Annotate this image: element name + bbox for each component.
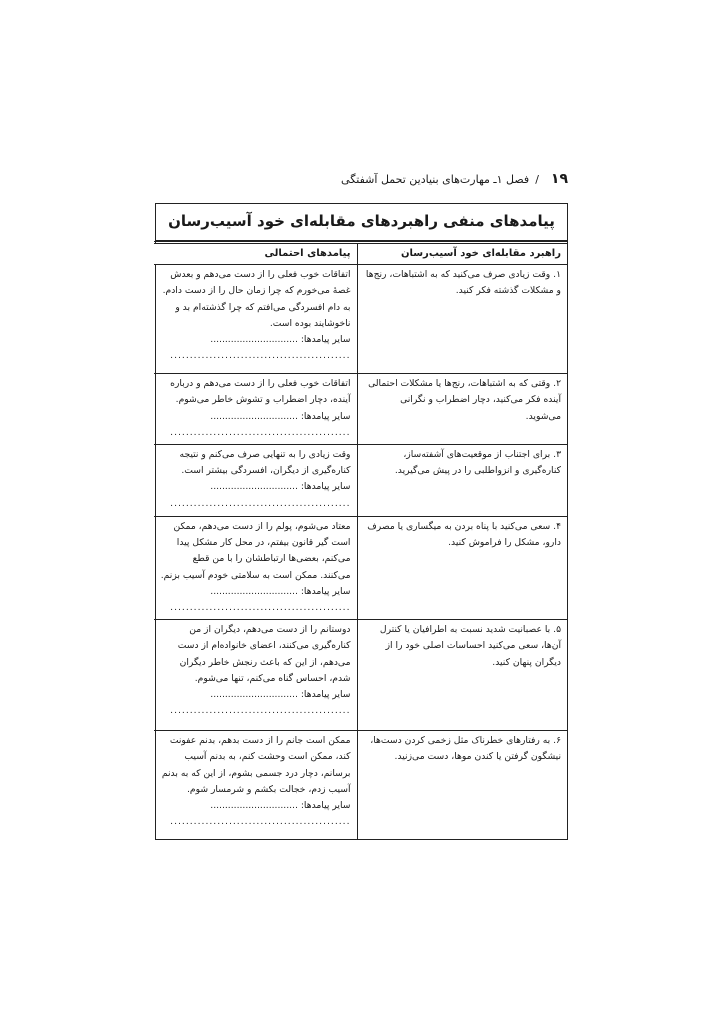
header-consequence: پیامدهای احتمالی: [154, 243, 357, 265]
strategy-text: ۶. به رفتارهای خطرناک مثل زخمی کردن دست‌ها، نیشگون گرفتن یا کندن موها، دست می‌زنید.: [370, 735, 561, 763]
fill-in-dots: ..............................................: [170, 816, 351, 828]
consequence-text: ممکن است جانم را از دست بدهم، بدنم عفونت کند، ممکن است وحشت کنم، به بدنم آسیب برسانم، دچار درد جسمی بشوم، از این که به بدنم آسیب زدم، خجالت بکشم و شرمسار شوم.: [161, 735, 351, 795]
strategy-cell: [357, 445, 567, 517]
header-strategy: راهبرد مقابله‌ای خود آسیب‌رسان: [357, 243, 567, 265]
strategy-cell: [357, 374, 567, 445]
consequence-text: دوستانم را از دست می‌دهم، دیگران از من کناره‌گیری می‌کنند، اعضای خانواده‌ام از دست می‌دهم، از این که باعث رنجش خاطر دیگران شدم، احساس گناه می‌کنم، تنها می‌شوم.: [177, 624, 351, 684]
fill-in-dots: ..............................................: [170, 705, 351, 717]
table-row: [154, 265, 567, 374]
fill-in-dots: ..............................................: [170, 426, 351, 438]
consequence-cell: [154, 731, 357, 840]
strategy-text: ۱. وقت زیادی صرف می‌کنید که به اشتباهات، رنج‌ها و مشکلات گذشته فکر کنید.: [365, 269, 561, 297]
strategy-cell: [357, 731, 567, 840]
other-consequences-line: [160, 687, 351, 703]
other-consequences-label: سایر پیامدها:: [300, 585, 351, 597]
chapter-title: فصل ۱ـ مهارت‌های بنیادین تحمل آشفتگی: [341, 173, 530, 186]
other-consequences-label: سایر پیامدها:: [300, 481, 351, 493]
header-separator: /: [535, 173, 539, 186]
consequence-cell: [154, 620, 357, 731]
fill-in-dots: ..............................................: [170, 497, 351, 509]
fill-in-dots: ..............................................: [170, 602, 351, 614]
consequence-cell: [154, 517, 357, 620]
table-row: [154, 517, 567, 620]
strategy-cell: [357, 620, 567, 731]
other-consequences-line: [160, 332, 351, 348]
page-number: ۱۹: [550, 171, 568, 187]
consequence-text: معتاد می‌شوم، پولم را از دست می‌دهم، ممکن است گیر قانون بیفتم، در محل کار مشکل پیدا می‌کنم، بعضی‌ها ارتباطشان را با من قطع می‌کنند. ممکن است به سلامتی خودم آسیب بزنم.: [160, 521, 351, 581]
table-title: پیامدهای منفی راهبردهای مقابله‌ای خود آسیب‌رسان: [156, 204, 567, 241]
strategy-cell: [357, 265, 567, 374]
fill-in-dots: ..............................................: [170, 350, 351, 362]
other-consequences-label: سایر پیامدها:: [300, 689, 351, 701]
other-consequences-line: [160, 479, 351, 495]
strategy-cell: [357, 517, 567, 620]
consequence-text: وقت زیادی را به تنهایی صرف می‌کنم و نتیجه کناره‌گیری از دیگران، افسردگی بیشتر است.: [179, 449, 351, 477]
fill-in-dots: ..............................: [210, 689, 298, 701]
consequence-text: اتفاقات خوب فعلی را از دست می‌دهم و بعدش غصهٔ می‌خورم که چرا زمان حال را از دست دادم. به دام افسردگی می‌افتم که چرا گذشته‌ام بد و ناخوشایند بوده است.: [162, 269, 351, 329]
table-row: [154, 731, 567, 840]
other-consequences-line: [160, 409, 351, 425]
strategies-table-frame: [155, 203, 568, 840]
table-row: [154, 374, 567, 445]
strategy-text: ۵. با عصبانیت شدید نسبت به اطرافیان یا کنترل آن‌ها، سعی می‌کنید احساسات اصلی خود را از دیگران پنهان کنید.: [379, 624, 561, 668]
table-header-row: [154, 243, 567, 265]
other-consequences-label: سایر پیامدها:: [300, 334, 351, 346]
fill-in-dots: ..............................: [210, 585, 298, 597]
consequence-cell: [154, 445, 357, 517]
fill-in-dots: ..............................: [210, 410, 298, 422]
table-row: [154, 620, 567, 731]
consequence-cell: [154, 374, 357, 445]
fill-in-dots: ..............................: [210, 481, 298, 493]
consequence-text: اتفاقات خوب فعلی را از دست می‌دهم و درباره آینده، دچار اضطراب و تشوش خاطر می‌شوم.: [170, 378, 351, 406]
other-consequences-line: [160, 584, 351, 600]
consequence-cell: [154, 265, 357, 374]
strategy-text: ۲. وقتی که به اشتباهات، رنج‌ها یا مشکلات احتمالی آینده فکر می‌کنید، دچار اضطراب و نگرانی می‌شوید.: [368, 378, 561, 422]
fill-in-dots: ..............................: [210, 800, 298, 812]
other-consequences-label: سایر پیامدها:: [300, 410, 351, 422]
table-row: [154, 445, 567, 517]
other-consequences-label: سایر پیامدها:: [300, 800, 351, 812]
fill-in-dots: ..............................: [210, 334, 298, 346]
other-consequences-line: [160, 798, 351, 814]
strategies-table: [154, 241, 567, 839]
page-header: [158, 170, 568, 189]
strategy-text: ۳. برای اجتناب از موقعیت‌های آشفته‌ساز، کناره‌گیری و انزواطلبی را در پیش می‌گیرید.: [394, 449, 561, 477]
strategy-text: ۴. سعی می‌کنید با پناه بردن به میگساری یا مصرف دارو، مشکل را فراموش کنید.: [367, 521, 561, 549]
